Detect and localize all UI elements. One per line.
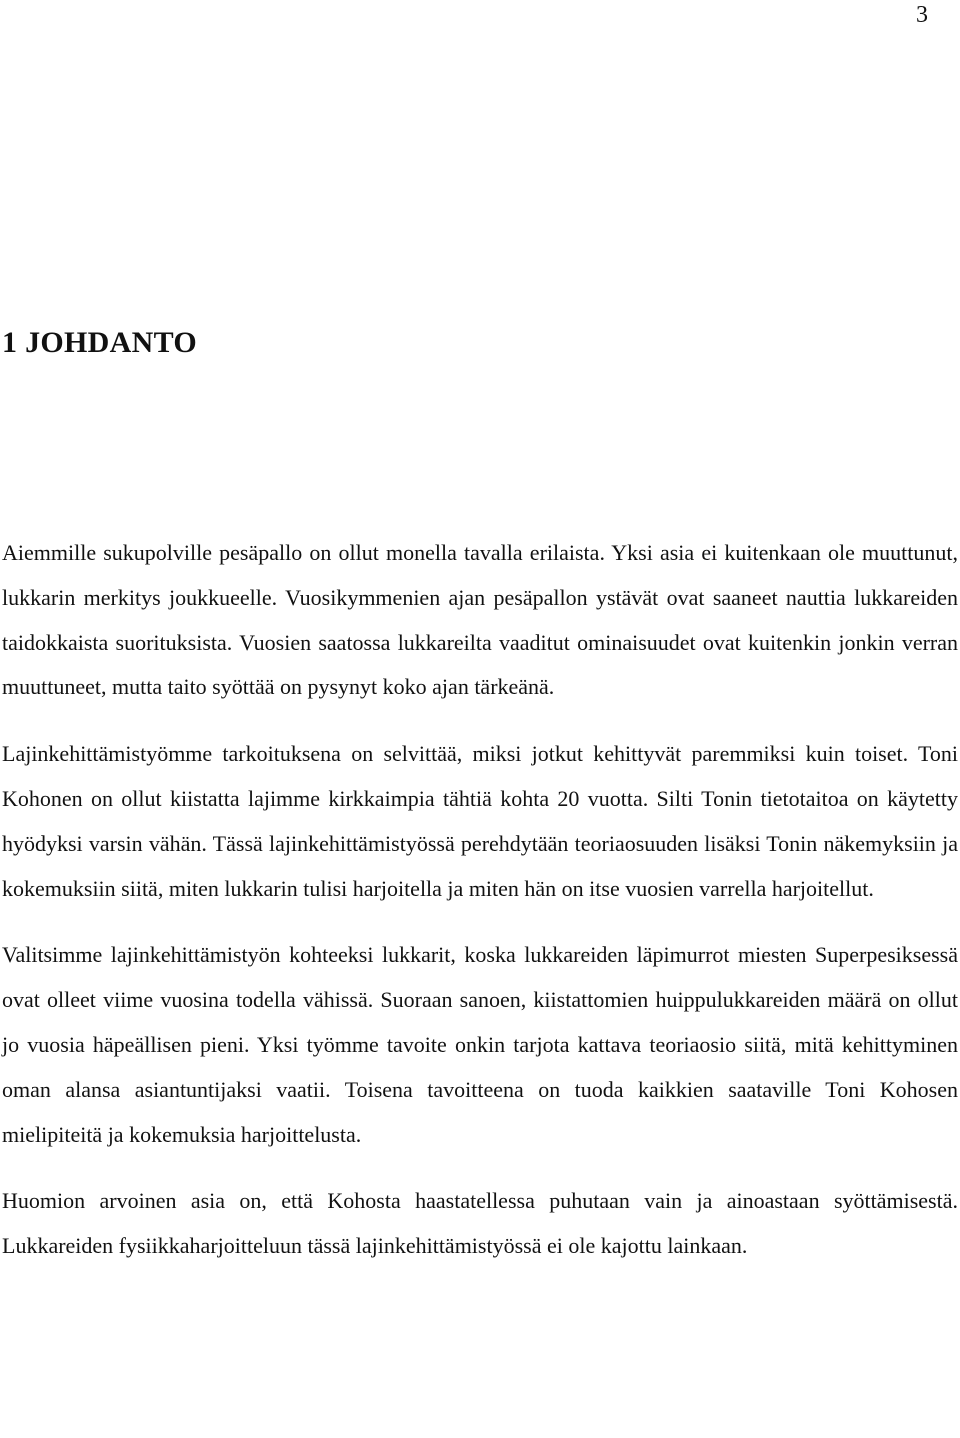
paragraph-selection: Valitsimme lajinkehittämistyön kohteeksi lukkarit, koska lukkareiden läpimurrot miesten Superpesiksessä ovat olleet viime vuosina todella vähissä. Suoraan sanoen, kiistattomien huippulukkareiden määrä on ollut jo vuosia häpeällisen pieni. Yksi työmme tavoite onkin tarjota kattava teoriaosio siitä, mitä kehittyminen oman alansa asiantuntijaksi vaatii. Toisena tavoitteena on tuoda kaikkien saataville Toni Kohosen mielipiteitä ja kokemuksia harjoittelusta. — [2, 942, 958, 1147]
chapter-heading: 1 JOHDANTO — [2, 326, 197, 359]
paragraph-intro: Aiemmille sukupolville pesäpallo on ollut monella tavalla erilaista. Yksi asia ei kuitenkaan ole muuttunut, lukkarin merkitys joukkueelle. Vuosikymmenien ajan pesäpallon ystävät ovat saaneet nauttia lukkareiden taidokkaista suorituksista. Vuosien saatossa lukkareilta vaaditut ominaisuudet ovat kuitenkin jonkin verran muuttuneet, mutta taito syöttää on pysynyt koko ajan tärkeänä. — [2, 540, 958, 700]
paragraph-scope: Huomion arvoinen asia on, että Kohosta haastatellessa puhutaan vain ja ainoastaan syöttämisestä. Lukkareiden fysiikkaharjoitteluun tässä lajinkehittämistyössä ei ole kajottu lainkaan. — [2, 1188, 958, 1259]
body-text — [2, 531, 958, 1291]
paragraph-purpose: Lajinkehittämistyömme tarkoituksena on selvittää, miksi jotkut kehittyvät paremmiksi kuin toiset. Toni Kohonen on ollut kiistatta lajimme kirkkaimpia tähtiä kohta 20 vuotta. Silti Tonin tietotaitoa on käytetty hyödyksi varsin vähän. Tässä lajinkehittämistyössä perehdytään teoriaosuuden lisäksi Tonin näkemyksiin ja kokemuksiin siitä, miten lukkarin tulisi harjoitella ja miten hän on itse vuosien varrella harjoitellut. — [2, 741, 958, 901]
page-number: 3 — [916, 2, 928, 28]
